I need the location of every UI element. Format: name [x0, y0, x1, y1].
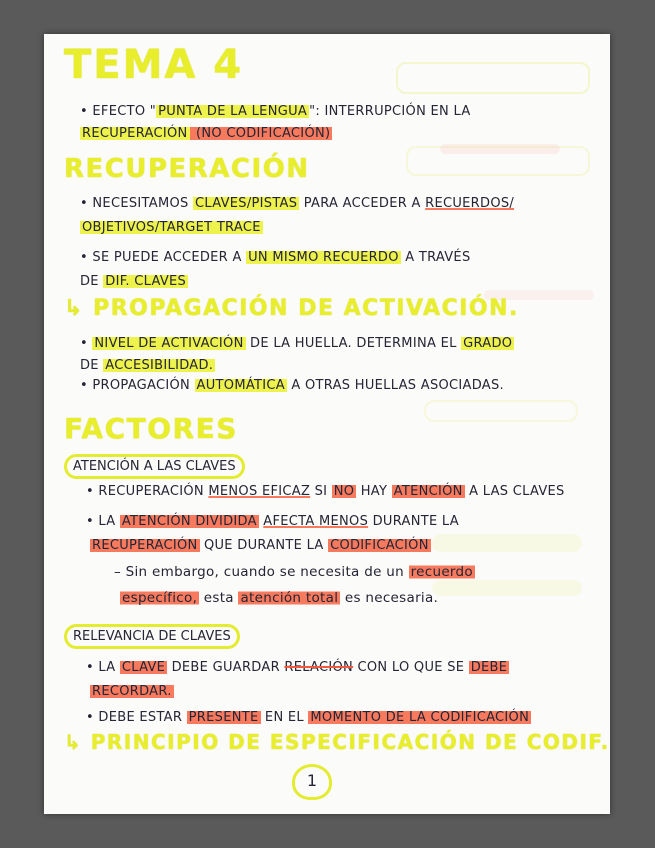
text: • SE PUEDE ACCEDER A	[80, 250, 247, 265]
highlight-yellow: GRADO	[463, 336, 513, 351]
highlight-pink: DEBE	[470, 660, 508, 675]
intro-line-2	[80, 126, 332, 141]
text: • EFECTO "	[80, 104, 157, 119]
text: esta	[199, 590, 239, 606]
highlight-pink: CLAVE	[121, 660, 166, 675]
subheading-box-atencion: ATENCIÓN A LAS CLAVES	[64, 454, 245, 479]
propagacion-line-3	[80, 378, 504, 393]
text: DE LA HUELLA. DETERMINA EL	[245, 336, 462, 351]
principio-heading	[64, 730, 610, 754]
text: DE	[80, 274, 104, 289]
text: ": INTERRUPCIÓN EN LA	[309, 104, 471, 119]
highlight-yellow: CLAVES/PISTAS	[194, 196, 298, 211]
relevancia-line-3	[86, 710, 531, 725]
highlight-yellow: OBJETIVOS/TARGET TRACE	[82, 220, 261, 235]
atencion-line-4	[114, 564, 475, 580]
atencion-line-1	[86, 484, 565, 499]
text: • NECESITAMOS	[80, 196, 193, 211]
propagacion-line-1: • NIVEL DE ACTIVACIÓN DE LA HUELLA. DETERMINA EL GRADO	[80, 336, 513, 351]
highlight-yellow: RECUPERACIÓN	[82, 126, 188, 141]
recuperacion-line-4	[80, 274, 188, 289]
text: PARA ACCEDER A	[299, 196, 426, 211]
atencion-line-3	[90, 538, 431, 553]
bleed-through-mark	[432, 534, 582, 552]
text: – Sin embargo, cuando se necesita de un	[114, 564, 409, 580]
text: • LA	[86, 514, 120, 529]
arrow-icon: ↳	[64, 296, 84, 321]
intro-line-1	[80, 104, 471, 119]
highlight-pink: CODIFICACIÓN	[330, 538, 429, 553]
highlight-pink: ATENCIÓN	[393, 484, 463, 499]
atencion-line-2	[86, 514, 459, 529]
bleed-through-mark	[440, 144, 560, 154]
highlight-pink: MOMENTO DE LA CODIFICACIÓN	[310, 710, 530, 725]
highlight-yellow: UN MISMO RECUERDO	[248, 250, 399, 265]
notebook-page	[44, 34, 610, 814]
arrow-icon: ↳	[64, 730, 83, 754]
highlight-pink: RECORDAR.	[92, 684, 172, 699]
highlight-pink: ATENCIÓN DIVIDIDA	[121, 514, 257, 529]
heading-text: PRINCIPIO DE ESPECIFICACIÓN DE CODIF.	[90, 730, 610, 754]
text: QUE DURANTE LA	[199, 538, 329, 553]
text: HAY	[356, 484, 392, 499]
relevancia-line-1	[86, 660, 509, 675]
highlight-yellow: NIVEL DE ACTIVACIÓN	[94, 336, 244, 351]
bleed-through-mark	[432, 580, 582, 596]
struck-text: RELACIÓN	[284, 660, 354, 675]
text: • LA	[86, 660, 120, 675]
text: SI	[310, 484, 332, 499]
text: EN EL	[260, 710, 309, 725]
section-heading-factores: FACTORES	[64, 412, 238, 445]
highlight-pink: recuerdo	[410, 564, 473, 580]
text: es necesaria.	[340, 590, 439, 606]
highlight-yellow: DIF. CLAVES	[105, 274, 187, 289]
page-title: TEMA 4	[64, 42, 244, 88]
underlined-text: AFECTA MENOS	[263, 514, 369, 529]
highlight-pink: NO	[333, 484, 355, 499]
recuperacion-line-2	[80, 220, 263, 235]
text: DEBE GUARDAR	[167, 660, 285, 675]
text: A LAS CLAVES	[464, 484, 565, 499]
highlight-pink: PRESENTE	[188, 710, 259, 725]
highlight-pink: específico,	[122, 590, 198, 606]
text: CON LO QUE SE	[353, 660, 469, 675]
atencion-line-5	[120, 590, 438, 606]
section-heading-recuperacion: RECUPERACIÓN	[64, 154, 310, 184]
recuperacion-line-1	[80, 196, 514, 211]
highlight-pink: (NO CODIFICACIÓN)	[191, 126, 331, 141]
recuperacion-line-3	[80, 250, 471, 265]
highlight-pink: atención total	[240, 590, 339, 606]
relevancia-line-2	[90, 684, 174, 699]
heading-text: PROPAGACIÓN DE ACTIVACIÓN.	[93, 296, 519, 321]
section-heading-propagacion	[64, 296, 519, 321]
text: A TRAVÉS	[400, 250, 471, 265]
propagacion-line-2	[80, 358, 215, 373]
text: A OTRAS HUELLAS ASOCIADAS.	[286, 378, 504, 393]
bleed-through-mark	[396, 62, 590, 94]
highlight-yellow: AUTOMÁTICA	[196, 378, 285, 393]
subheading-box-relevancia: RELEVANCIA DE CLAVES	[64, 624, 240, 649]
text: DURANTE LA	[368, 514, 459, 529]
highlight-yellow: PUNTA DE LA LENGUA	[158, 104, 308, 119]
page-number: 1	[292, 764, 332, 800]
underlined-text: MENOS EFICAZ	[208, 484, 311, 499]
text: • RECUPERACIÓN	[86, 484, 209, 499]
bleed-through-mark	[424, 400, 578, 422]
text: • DEBE ESTAR	[86, 710, 187, 725]
text: DE	[80, 358, 104, 373]
underlined-text: RECUERDOS/	[425, 196, 515, 211]
text: • PROPAGACIÓN	[80, 378, 195, 393]
highlight-yellow: ACCESIBILIDAD.	[105, 358, 214, 373]
highlight-pink: RECUPERACIÓN	[92, 538, 198, 553]
